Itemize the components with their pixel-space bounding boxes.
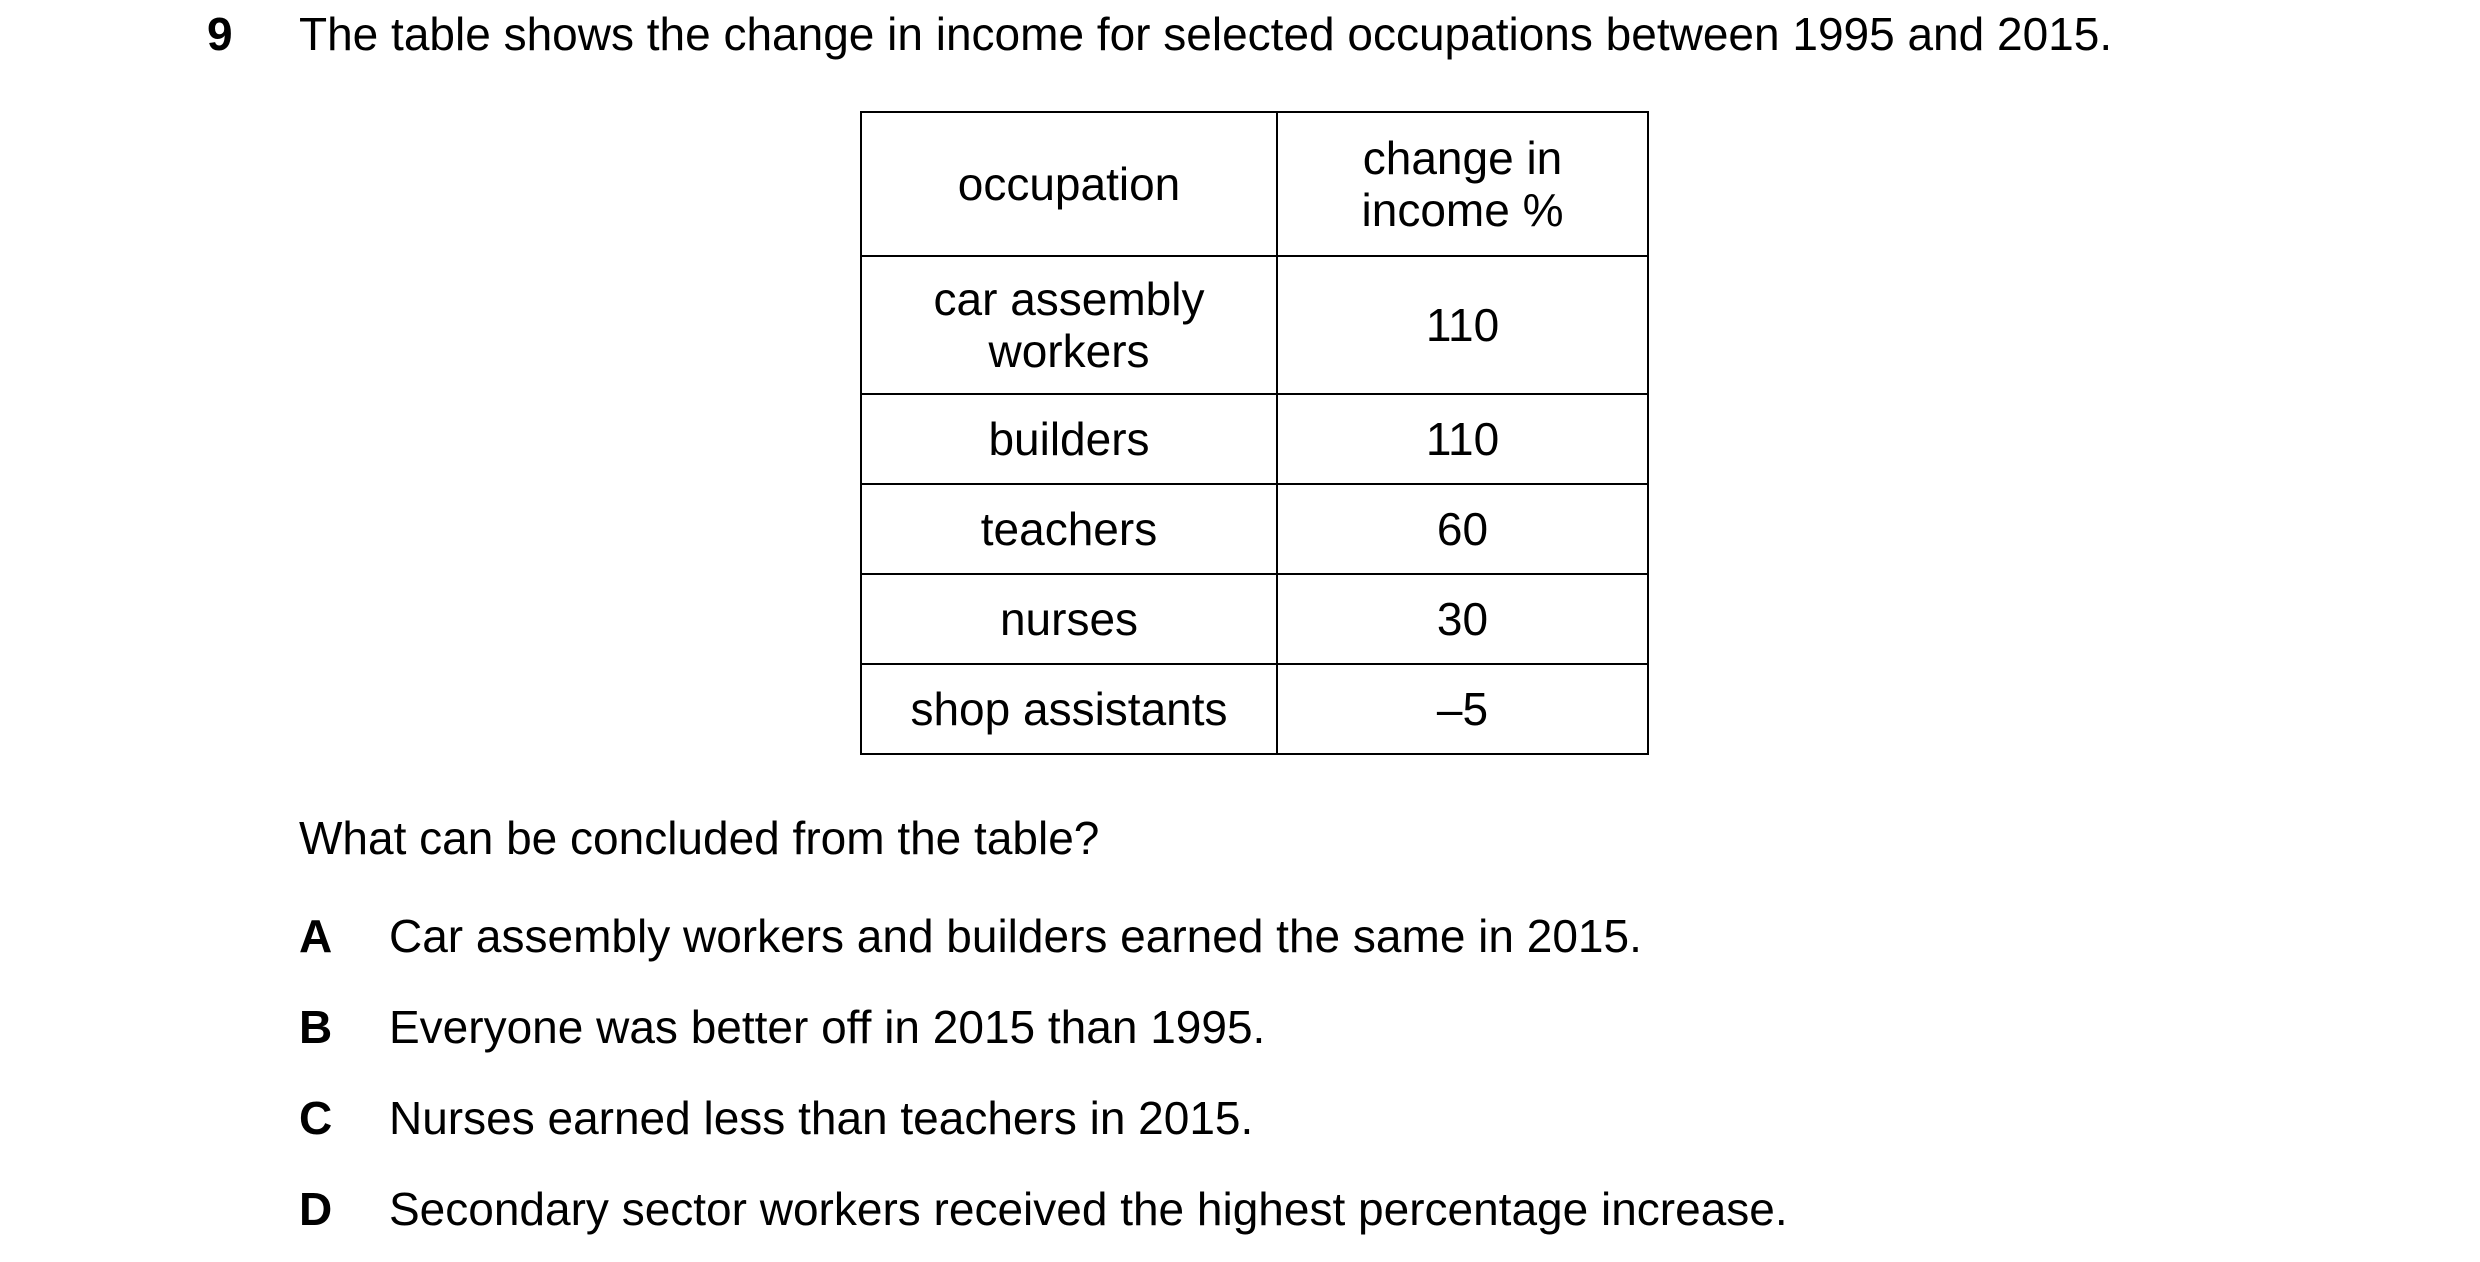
option-text: Nurses earned less than teachers in 2015. [389,1092,1254,1144]
header-change-in-income [1277,112,1648,256]
question-stem: The table shows the change in income for selected occupations between 1995 and 2015. [299,8,2113,60]
table-row [861,394,1648,484]
option-letter: B [299,1001,333,1053]
table-header-row [861,112,1648,256]
change-cell [1277,484,1648,574]
table-row [861,484,1648,574]
occupation-label: builders [988,413,1150,465]
change-value: –5 [1436,683,1489,735]
occupation-cell [861,574,1277,664]
occupation-cell [861,394,1277,484]
header-occupation [861,112,1277,256]
occupation-label: teachers [980,503,1158,555]
header-change-label: change in income % [1361,132,1564,236]
change-value: 30 [1436,593,1489,645]
option-letter: D [299,1183,333,1235]
occupation-label: shop assistants [910,683,1228,735]
occupation-label: car assembly workers [933,273,1205,377]
question-number: 9 [207,8,233,60]
option-text: Car assembly workers and builders earned the same in 2015. [389,910,1642,962]
occupation-cell [861,664,1277,754]
change-cell [1277,664,1648,754]
change-cell [1277,394,1648,484]
table-row [861,574,1648,664]
income-change-table [860,111,1649,755]
option-letter: C [299,1092,333,1144]
occupation-cell [861,256,1277,394]
question-prompt: What can be concluded from the table? [299,812,1100,864]
change-value: 60 [1436,503,1489,555]
table-row [861,256,1648,394]
option-letter: A [299,910,333,962]
table-row [861,664,1648,754]
change-cell [1277,574,1648,664]
occupation-cell [861,484,1277,574]
option-text: Secondary sector workers received the highest percentage increase. [389,1183,1788,1235]
occupation-label: nurses [999,593,1139,645]
option-text: Everyone was better off in 2015 than 1995. [389,1001,1266,1053]
change-cell [1277,256,1648,394]
header-occupation-label: occupation [957,158,1181,210]
change-value: 110 [1425,413,1500,465]
change-value: 110 [1425,299,1500,351]
